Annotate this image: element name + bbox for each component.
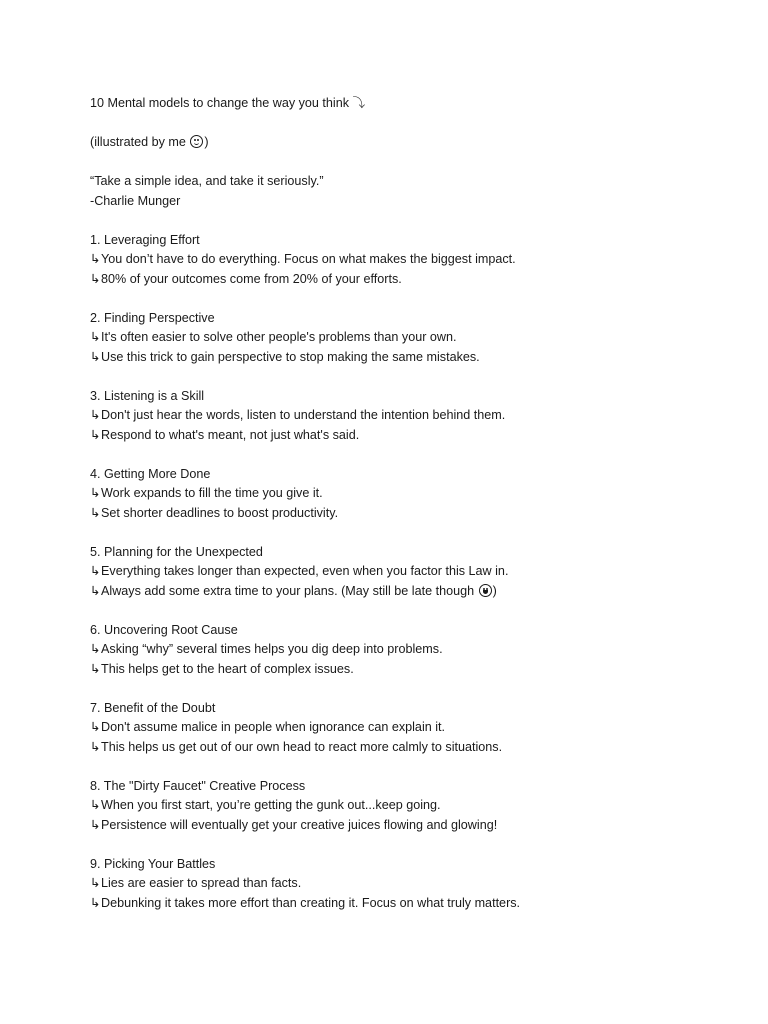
- arrow-icon: ↳: [90, 739, 101, 754]
- model-point-text: Set shorter deadlines to boost productivity.: [101, 505, 339, 520]
- model-point-text: This helps get to the heart of complex issues.: [101, 661, 354, 676]
- model-point-text: Work expands to fill the time you give it.: [101, 486, 323, 500]
- post-subtitle: [90, 133, 730, 153]
- model-point: [90, 484, 730, 504]
- model-point: [90, 270, 730, 290]
- arrow-icon: ↳: [90, 720, 101, 734]
- model-point: [90, 504, 730, 524]
- spacer: [90, 679, 730, 699]
- arrow-icon: ↳: [90, 895, 101, 910]
- model-point-text: Persistence will eventually get your creative juices flowing and glowing!: [101, 817, 498, 832]
- arrow-icon: ↳: [90, 486, 101, 500]
- quote-author: -Charlie Munger: [90, 193, 181, 208]
- model-heading: 2. Finding Perspective: [90, 310, 215, 325]
- model-point: [90, 738, 730, 758]
- arrow-icon: ↳: [90, 408, 101, 422]
- model-heading: 4. Getting More Done: [90, 466, 211, 481]
- spacer: [90, 523, 730, 543]
- arrow-icon: ↳: [90, 876, 101, 890]
- model-point: [90, 562, 730, 582]
- model-point-text: 80% of your outcomes come from 20% of your efforts.: [101, 271, 402, 286]
- model-point-text: Everything takes longer than expected, even when you factor this Law in.: [101, 564, 509, 578]
- model-heading: 9. Picking Your Battles: [90, 856, 216, 871]
- model-point: [90, 406, 730, 426]
- arrow-icon: ↳: [90, 427, 101, 442]
- spacer: [90, 601, 730, 621]
- spacer: [90, 757, 730, 777]
- model-point: [90, 250, 730, 270]
- model-point: [90, 328, 730, 348]
- model-heading: 8. The "Dirty Faucet" Creative Process: [90, 778, 306, 793]
- model-point-text: Don't just hear the words, listen to understand the intention behind them.: [101, 408, 506, 422]
- arrow-icon: ↳: [90, 564, 101, 578]
- post-title: 10 Mental models to change the way you think ⤵: [90, 96, 366, 110]
- arrow-icon: ↳: [90, 349, 101, 364]
- arrow-icon: ↳: [90, 583, 101, 598]
- model-heading: 6. Uncovering Root Cause: [90, 622, 238, 637]
- spacer: [90, 114, 730, 134]
- grinning-face-icon: [479, 584, 492, 597]
- document-body: [90, 94, 730, 913]
- model-point: [90, 426, 730, 446]
- model-point-text: Always add some extra time to your plans. (May still be late though: [101, 583, 475, 598]
- spacer: [90, 835, 730, 855]
- model-point-text: Use this trick to gain perspective to stop making the same mistakes.: [101, 349, 480, 364]
- arrow-icon: ↳: [90, 252, 101, 266]
- arrow-icon: ↳: [90, 271, 101, 286]
- spacer: [90, 367, 730, 387]
- model-point-text: Respond to what's meant, not just what's said.: [101, 427, 360, 442]
- model-heading: 7. Benefit of the Doubt: [90, 700, 216, 715]
- arrow-icon: ↳: [90, 817, 101, 832]
- spacer: [90, 445, 730, 465]
- spacer: [90, 211, 730, 231]
- arrow-icon: ↳: [90, 798, 101, 812]
- spacer: [90, 289, 730, 309]
- arrow-icon: ↳: [90, 642, 101, 656]
- model-point-text: This helps us get out of our own head to react more calmly to situations.: [101, 739, 503, 754]
- arrow-icon: ↳: [90, 661, 101, 676]
- spacer: [90, 153, 730, 173]
- model-point: [90, 894, 730, 914]
- smiling-face-icon: [190, 135, 203, 148]
- subtitle-text: (illustrated by me: [90, 135, 186, 149]
- mental-models-list: [90, 211, 730, 913]
- model-heading: 5. Planning for the Unexpected: [90, 544, 263, 559]
- model-point: [90, 640, 730, 660]
- model-point: [90, 660, 730, 680]
- model-heading: 1. Leveraging Effort: [90, 232, 200, 247]
- model-point: [90, 874, 730, 894]
- model-point: [90, 816, 730, 836]
- model-point-text: Don't assume malice in people when ignorance can explain it.: [101, 720, 446, 734]
- point-suffix: ): [492, 583, 497, 598]
- model-point-text: Asking “why” several times helps you dig deep into problems.: [101, 642, 443, 656]
- model-point-text: It's often easier to solve other people's problems than your own.: [101, 330, 457, 344]
- model-point-text: You don’t have to do everything. Focus on what makes the biggest impact.: [101, 252, 516, 266]
- subtitle-close: ): [204, 135, 209, 149]
- model-point: [90, 718, 730, 738]
- model-point: [90, 796, 730, 816]
- arrow-icon: ↳: [90, 330, 101, 344]
- model-point: [90, 582, 730, 602]
- model-point-text: Lies are easier to spread than facts.: [101, 876, 302, 890]
- model-point: [90, 348, 730, 368]
- model-point-text: When you first start, you’re getting the gunk out...keep going.: [101, 798, 441, 812]
- arrow-icon: ↳: [90, 505, 101, 520]
- quote-text: “Take a simple idea, and take it seriously.”: [90, 174, 324, 188]
- model-point-text: Debunking it takes more effort than creating it. Focus on what truly matters.: [101, 895, 521, 910]
- model-heading: 3. Listening is a Skill: [90, 388, 205, 403]
